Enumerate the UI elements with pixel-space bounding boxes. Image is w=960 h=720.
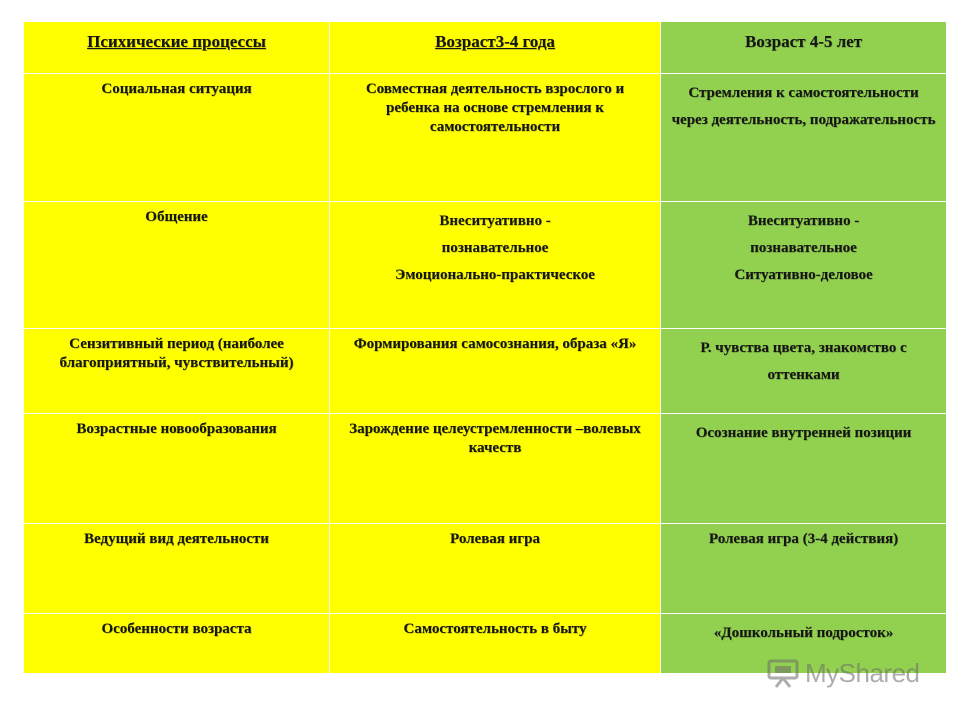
table-header-row: [24, 22, 947, 74]
cell-age-3-4: Ролевая игра: [330, 524, 661, 614]
myshared-watermark: [767, 655, 937, 691]
row-label: Возрастные новообразования: [24, 414, 330, 524]
header-cell-processes: Психические процессы: [24, 22, 330, 74]
table-row: [24, 74, 947, 202]
cell-line: Внеситуативно -: [439, 213, 551, 229]
cell-age-4-5: Стремления к самостоятельности через деятельность, подражательность: [661, 74, 947, 202]
table-row: [24, 414, 947, 524]
cell-age-4-5: «Дошкольный подросток»: [661, 614, 947, 674]
header-cell-age-4-5: Возраст 4-5 лет: [661, 22, 947, 74]
cell-line: познавательное: [750, 240, 857, 256]
cell-age-3-4: [330, 202, 661, 329]
watermark-text: MyShared: [805, 657, 920, 688]
row-label: Сензитивный период (наиболее благоприятный, чувствительный): [24, 329, 330, 414]
cell-age-3-4: Формирования самосознания, образа «Я»: [330, 329, 661, 414]
row-label: Общение: [24, 202, 330, 329]
cell-age-4-5: Ролевая игра (3-4 действия): [661, 524, 947, 614]
cell-age-4-5: Осознание внутренней позиции: [661, 414, 947, 524]
cell-age-3-4: Зарождение целеустремленности –волевых качеств: [330, 414, 661, 524]
cell-line: Ситуативно-деловое: [734, 267, 873, 283]
table-row: [24, 329, 947, 414]
cell-age-4-5: Р. чувства цвета, знакомство с оттенками: [661, 329, 947, 414]
row-label: Особенности возраста: [24, 614, 330, 674]
presentation-board-icon: [767, 658, 799, 688]
cell-age-3-4: Самостоятельность в быту: [330, 614, 661, 674]
cell-age-3-4: Совместная деятельность взрослого и ребенка на основе стремления к самостоятельности: [330, 74, 661, 202]
row-label: Ведущий вид деятельности: [24, 524, 330, 614]
header-cell-age-3-4: Возраст3-4 года: [330, 22, 661, 74]
cell-line: Эмоционально-практическое: [395, 267, 595, 283]
age-comparison-table: [23, 21, 947, 674]
row-label: Социальная ситуация: [24, 74, 330, 202]
cell-line: познавательное: [441, 240, 549, 256]
cell-line: Внеситуативно -: [747, 213, 860, 229]
cell-age-4-5: [661, 202, 947, 329]
table-row: [24, 202, 947, 329]
table-row: [24, 524, 947, 614]
